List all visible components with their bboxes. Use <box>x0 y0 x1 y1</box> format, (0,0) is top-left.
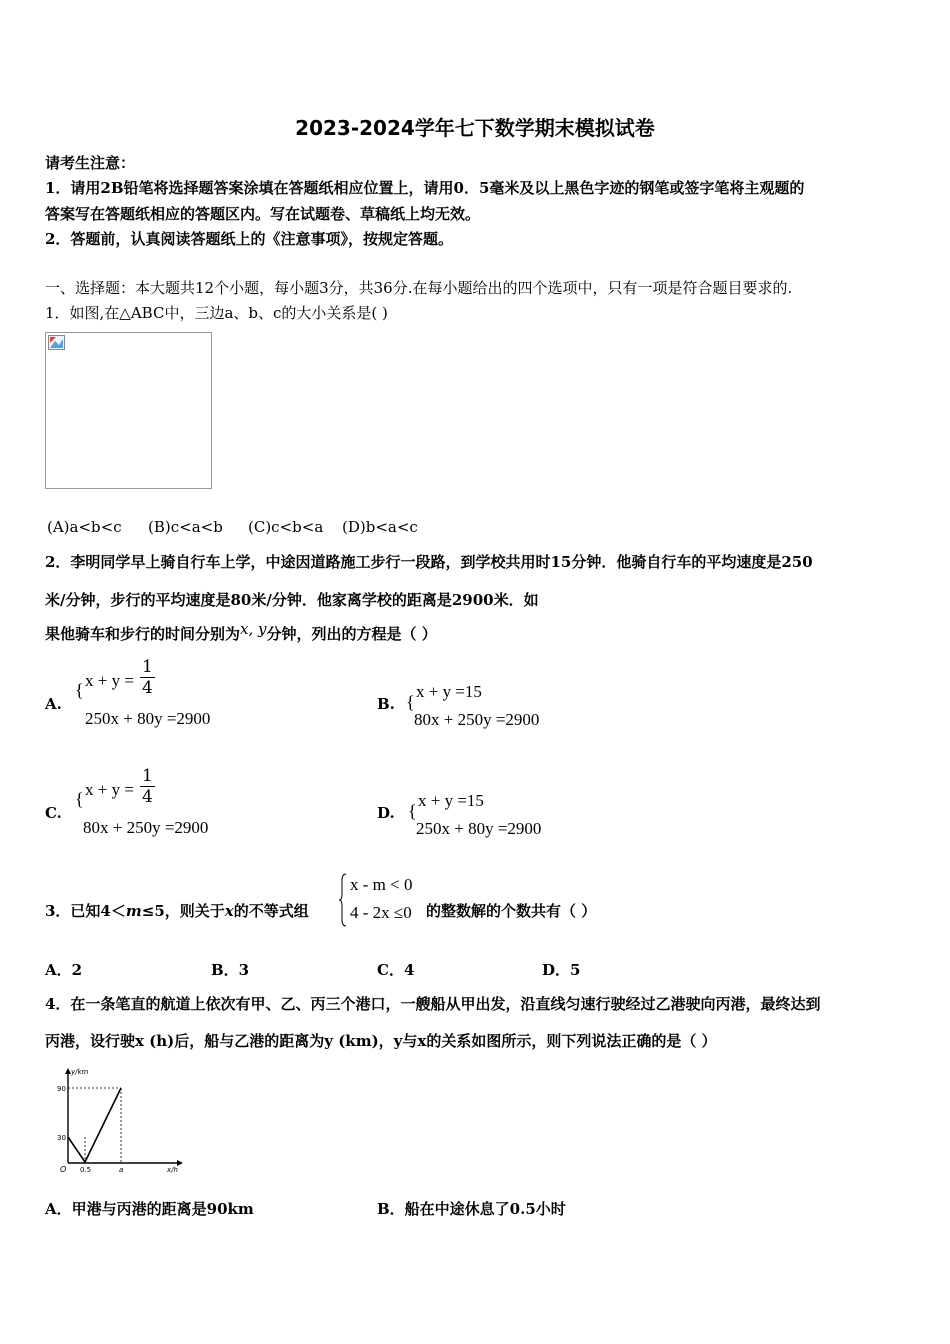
q3-system-line-1: x - m < 0 <box>350 875 413 894</box>
q2-c-fraction <box>140 766 155 807</box>
q2-b-eq1: x + y =15 <box>416 682 482 701</box>
q2-b-eq2: 80x + 250y =2900 <box>414 710 540 729</box>
q1-option-a: (A)a<b<c <box>47 518 122 536</box>
q2-line-1: 2．李明同学早上骑自行车上学，中途因道路施工步行一段路，到学校共用时15分钟．他骑自行车的平均速度是250 <box>45 553 813 571</box>
q3-stem-a: 3．已知4＜ <box>45 902 126 920</box>
q2-a-frac-num: 1 <box>142 657 153 677</box>
notice-line-1: 1．请用2B铅笔将选择题答案涂填在答题纸相应位置上，请用0．5毫米及以上黑色字迹的钢笔或签字笔将主观题的 <box>45 179 805 197</box>
page-title: 2023-2024学年七下数学期末模拟试卷 <box>295 116 655 140</box>
q4-label-90: 90 <box>57 1085 66 1093</box>
q1-option-b: (B)c<a<b <box>148 518 223 536</box>
q2-a-fraction <box>140 657 155 698</box>
q1-option-d: (D)b<a<c <box>342 518 418 536</box>
q2-c-frac-num: 1 <box>142 766 153 786</box>
notice-line-2: 答案写在答题纸相应的答题区内。写在试题卷、草稿纸上均无效。 <box>45 205 481 223</box>
q3-option-c: C．4 <box>377 961 415 979</box>
q4-label-30: 30 <box>57 1134 66 1142</box>
q2-b-brace: { <box>406 692 415 712</box>
q2-c-eq1: x + y = <box>85 780 134 799</box>
notice-line-3: 2．答题前，认真阅读答题纸上的《注意事项》，按规定答题。 <box>45 230 453 248</box>
q2-line-3 <box>45 620 437 644</box>
q3-stem-c: 的不等式组 <box>233 902 309 920</box>
q3-stem-b: ≤5，则关于 <box>141 902 225 920</box>
q2-a-frac-den: 4 <box>142 678 153 698</box>
q2-c-eq2: 80x + 250y =2900 <box>83 818 209 837</box>
q4-line-1: 4．在一条笔直的航道上依次有甲、乙、丙三个港口，一艘船从甲出发，沿直线匀速行驶经过乙港驶向丙港，最终达到 <box>45 995 821 1013</box>
q4-graph-line <box>68 1088 121 1162</box>
q4-label-a: a <box>119 1166 124 1173</box>
notice-heading: 请考生注意： <box>45 154 136 172</box>
q3-stem-m: m <box>125 902 142 920</box>
q3-system-brace <box>338 872 348 928</box>
q2-line-2: 米/分钟，步行的平均速度是80米/分钟．他家离学校的距离是2900米．如 <box>45 591 539 609</box>
q4-option-a: A．甲港与丙港的距离是90km <box>45 1200 254 1218</box>
q2-label-b: B. <box>377 695 395 713</box>
q2-d-eq1: x + y =15 <box>418 791 484 810</box>
q4-origin: O <box>60 1165 67 1173</box>
broken-image-icon <box>48 335 66 351</box>
q3-option-b: B．3 <box>211 961 250 979</box>
q2-c-frac-den: 4 <box>142 787 153 807</box>
q4-line-2: 丙港，设行驶x (h)后，船与乙港的距离为y (km)，y与x的关系如图所示，则下列说法正确的是（ ） <box>45 1032 717 1050</box>
q2-d-brace: { <box>408 801 417 821</box>
q2-a-eq2: 250x + 80y =2900 <box>85 709 211 728</box>
q2-label-a: A. <box>45 695 62 713</box>
q4-label-05: 0.5 <box>80 1166 92 1173</box>
q2-d-eq2: 250x + 80y =2900 <box>416 819 542 838</box>
q3-stem <box>45 900 309 921</box>
q4-ylabel: y/km <box>71 1068 89 1076</box>
q1-option-c: (C)c<b<a <box>248 518 324 536</box>
q2-c-brace: { <box>75 789 84 809</box>
q3-stem-end: 的整数解的个数共有（ ） <box>426 902 597 920</box>
q2-line-3-b: 分钟，列出的方程是（ ） <box>266 625 437 643</box>
q4-option-b: B．船在中途休息了0.5小时 <box>377 1200 566 1218</box>
q3-option-a: A．2 <box>45 961 83 979</box>
q4-xlabel: x/h <box>167 1166 178 1173</box>
q3-system-line-2: 4 - 2x ≤0 <box>350 903 412 922</box>
q3-stem-x: x <box>224 902 234 920</box>
q3-option-d: D．5 <box>542 961 581 979</box>
q2-a-eq1: x + y = <box>85 671 134 690</box>
q2-a-brace: { <box>75 680 84 700</box>
q2-vars: x, y <box>240 620 267 638</box>
section-heading: 一、选择题：本大题共12个小题，每小题3分，共36分.在每小题给出的四个选项中，只有一项是符合题目要求的. <box>45 279 793 297</box>
q4-graph <box>55 1065 185 1173</box>
q2-label-d: D. <box>377 804 395 822</box>
q2-label-c: C. <box>45 804 62 822</box>
q1-figure-placeholder <box>45 332 212 489</box>
q2-line-3-a: 果他骑车和步行的时间分别为 <box>45 625 241 643</box>
q1-stem: 1．如图,在△ABC中，三边a、b、c的大小关系是( ) <box>45 304 388 322</box>
